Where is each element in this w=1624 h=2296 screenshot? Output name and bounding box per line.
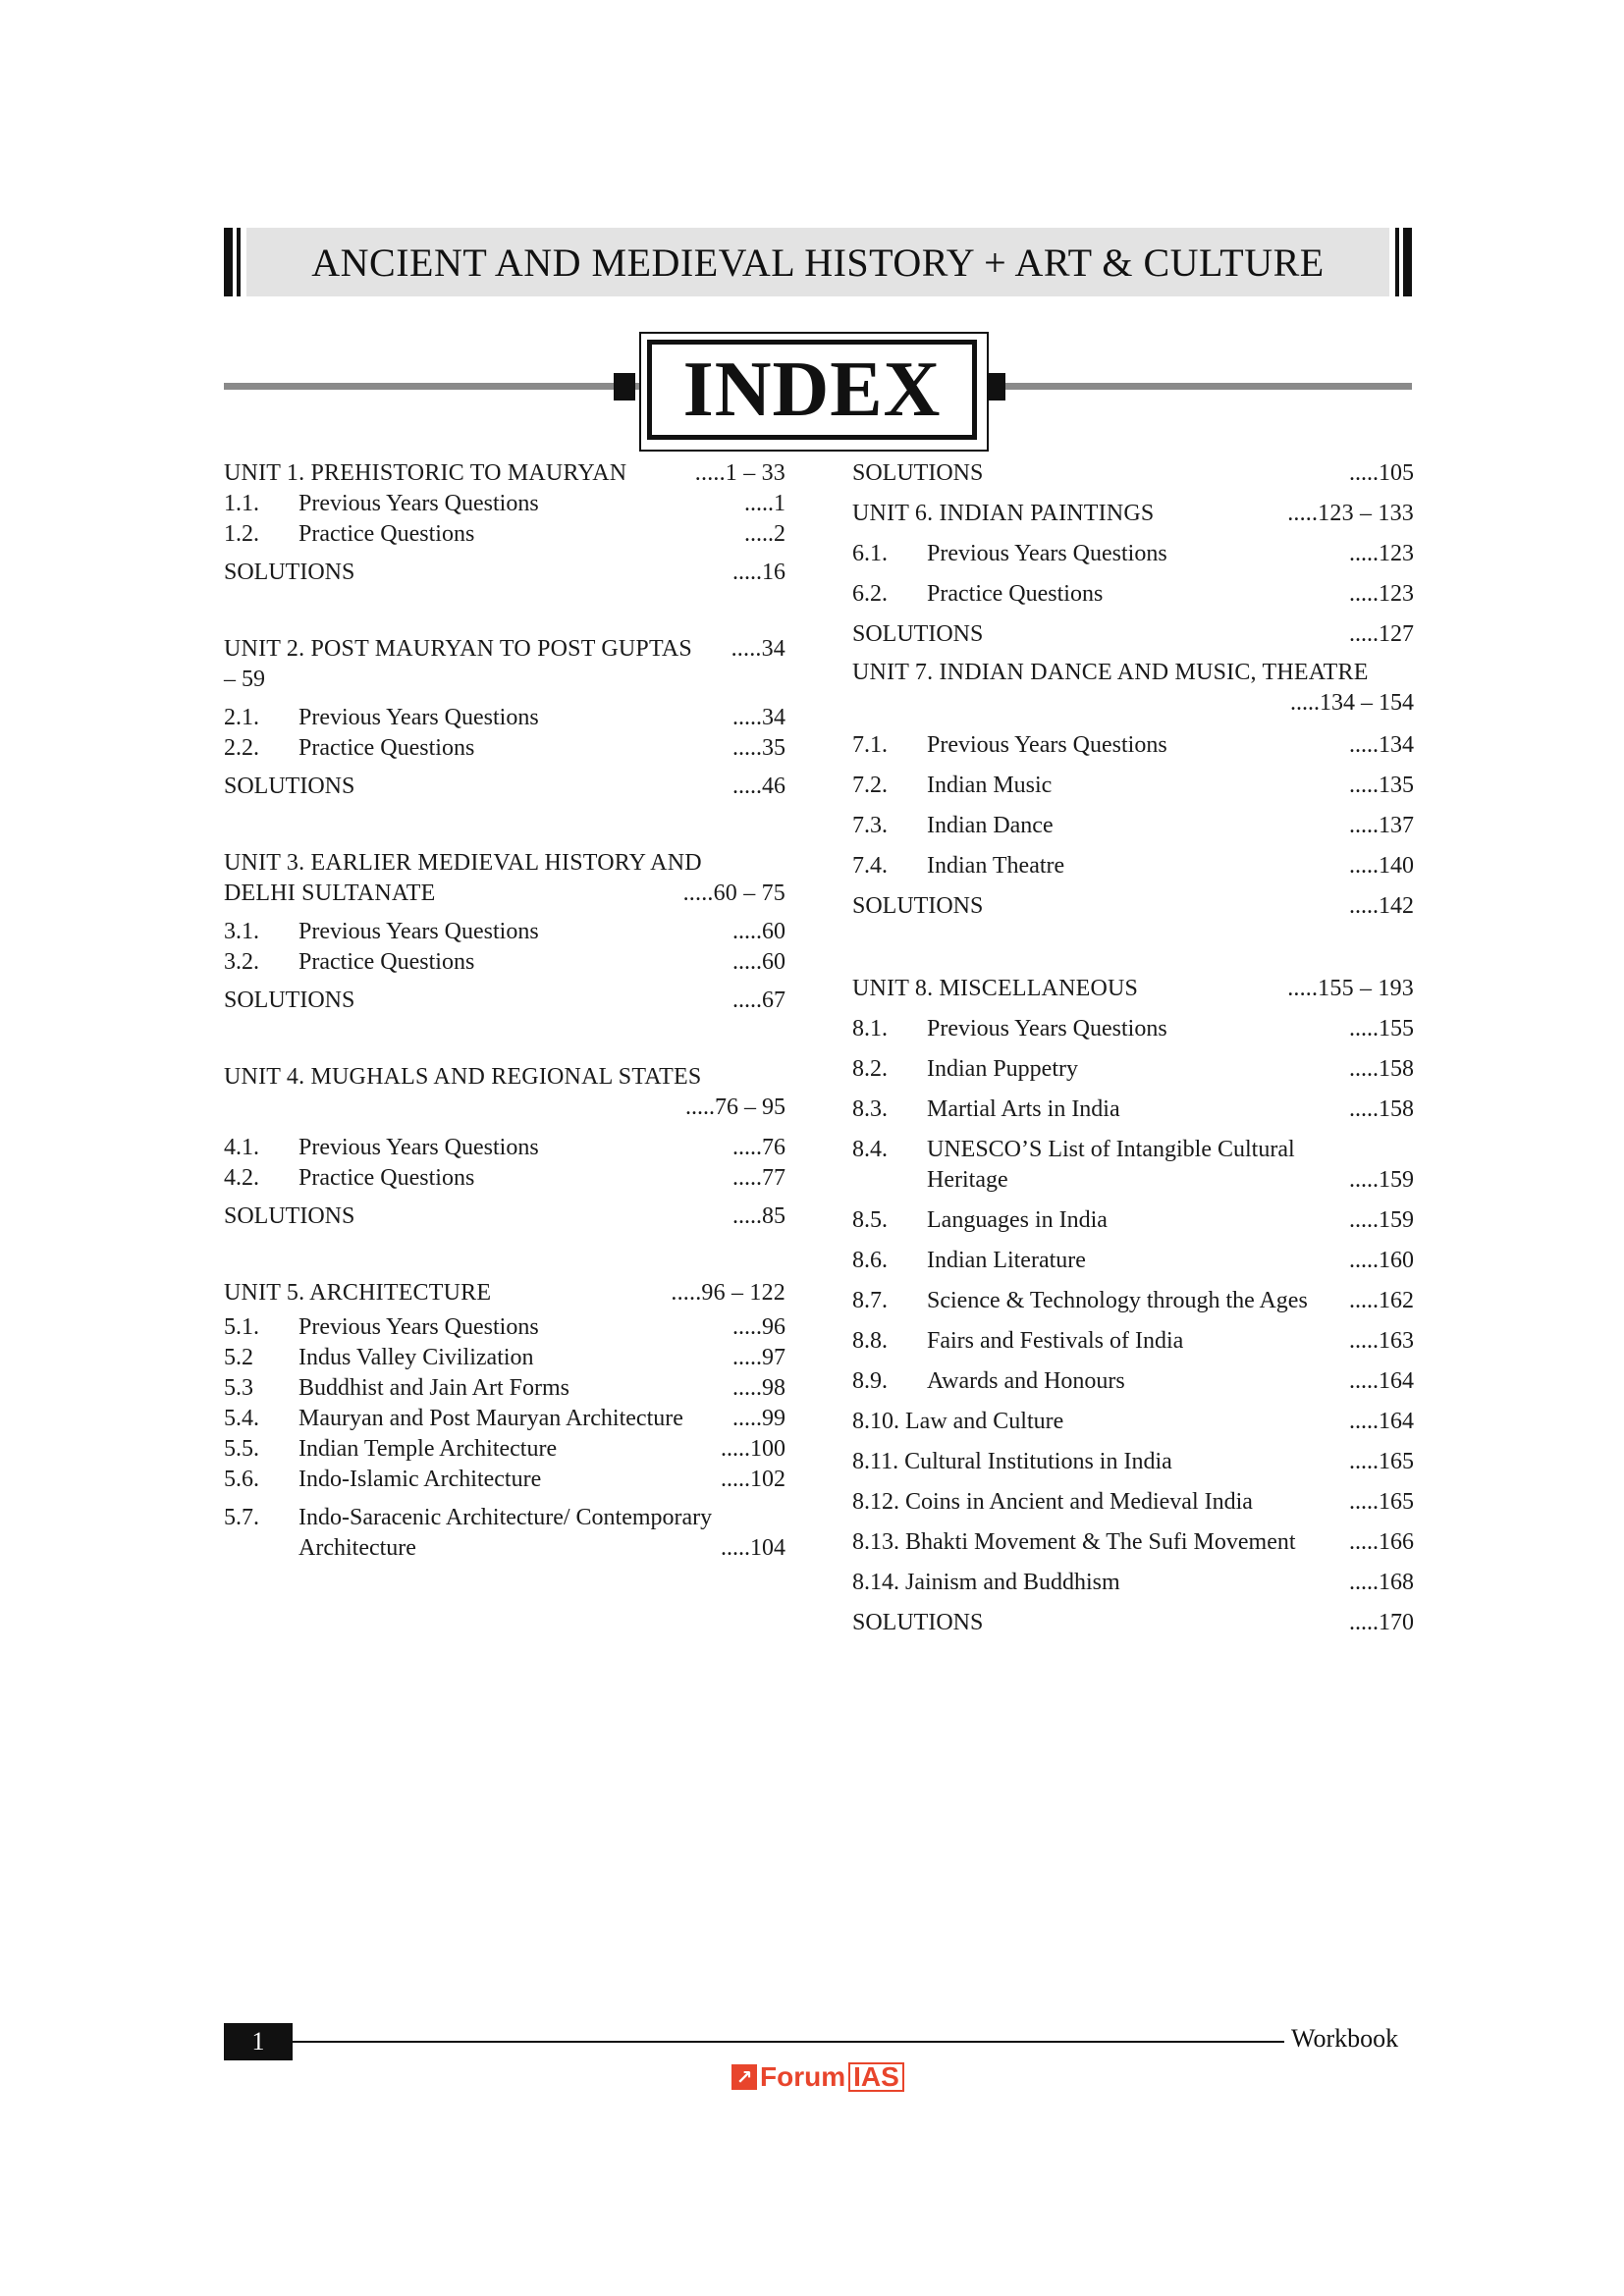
item-page: .....164: [1349, 1368, 1414, 1394]
item-label: 8.14. Jainism and Buddhism: [852, 1570, 1120, 1595]
item-number: 2.1.: [224, 705, 259, 730]
item-number: 5.2: [224, 1345, 253, 1370]
item-number: 8.8.: [852, 1328, 888, 1354]
toc-item[interactable]: [224, 947, 785, 978]
item-label: Previous Years Questions: [298, 1314, 539, 1340]
item-label: 8.10. Law and Culture: [852, 1409, 1064, 1434]
toc-item[interactable]: [224, 1434, 785, 1465]
toc-item[interactable]: [852, 539, 1414, 569]
toc-item[interactable]: [852, 579, 1414, 610]
solutions-row[interactable]: [852, 619, 1414, 650]
page-number: 1: [224, 2023, 293, 2060]
item-label: Indian Music: [927, 773, 1053, 798]
unit-title: UNIT 7. INDIAN DANCE AND MUSIC, THEATRE: [852, 660, 1369, 685]
unit-pages: .....96 – 122: [671, 1280, 785, 1306]
item-label: Indo-Islamic Architecture: [298, 1467, 542, 1492]
item-page: .....158: [1349, 1056, 1414, 1082]
toc-item[interactable]: [852, 811, 1414, 841]
item-number: 8.7.: [852, 1288, 888, 1313]
solutions-page: .....85: [732, 1203, 785, 1229]
item-page: .....158: [1349, 1096, 1414, 1122]
item-number: 8.4.: [852, 1137, 888, 1162]
item-number: 7.4.: [852, 853, 888, 879]
item-label: Practice Questions: [927, 581, 1104, 607]
item-page: .....34: [732, 705, 785, 730]
unit-pages: .....60 – 75: [682, 881, 785, 906]
toc-item[interactable]: [852, 1447, 1414, 1477]
item-page: .....134: [1349, 732, 1414, 758]
unit-pages: .....123 – 133: [1287, 501, 1414, 526]
item-label: Practice Questions: [298, 521, 475, 547]
item-number: 5.7.: [224, 1505, 259, 1530]
toc-left-column: [224, 458, 785, 1564]
toc-item[interactable]: [852, 1407, 1414, 1437]
item-page: .....140: [1349, 853, 1414, 879]
toc-item[interactable]: [224, 519, 785, 550]
solutions-label: SOLUTIONS: [224, 1203, 355, 1229]
toc-item[interactable]: [852, 771, 1414, 801]
item-page: .....160: [1349, 1248, 1414, 1273]
item-number: 7.2.: [852, 773, 888, 798]
item-number: 8.3.: [852, 1096, 888, 1122]
solutions-label: SOLUTIONS: [224, 774, 355, 799]
unit-heading[interactable]: [224, 1062, 785, 1093]
item-number: 5.4.: [224, 1406, 259, 1431]
banner-bar-left: [224, 228, 233, 296]
item-page: .....35: [732, 735, 785, 761]
item-label: Science & Technology through the Ages: [927, 1288, 1308, 1313]
item-page: .....98: [732, 1375, 785, 1401]
solutions-row[interactable]: [852, 458, 1414, 489]
toc-item[interactable]: [852, 1568, 1414, 1598]
unit-title: UNIT 1. PREHISTORIC TO MAURYAN: [224, 460, 627, 486]
unit-heading[interactable]: [852, 974, 1414, 1004]
index-title: INDEX: [647, 340, 977, 440]
item-label: Practice Questions: [298, 949, 475, 975]
item-label: Previous Years Questions: [927, 732, 1167, 758]
item-page: .....1: [744, 491, 785, 516]
toc-item[interactable]: [224, 1373, 785, 1404]
item-label: Indian Theatre: [927, 853, 1065, 879]
item-label: Indian Puppetry: [927, 1056, 1078, 1082]
item-number: 7.3.: [852, 813, 888, 838]
toc-item[interactable]: [852, 1054, 1414, 1085]
item-page: .....135: [1349, 773, 1414, 798]
solutions-page: .....142: [1349, 893, 1414, 919]
item-label: Indian Literature: [927, 1248, 1086, 1273]
toc-item[interactable]: [852, 1014, 1414, 1044]
item-label: 8.12. Coins in Ancient and Medieval India: [852, 1489, 1253, 1515]
item-number: 1.2.: [224, 521, 259, 547]
unit-pages: .....76 – 95: [685, 1095, 785, 1120]
toc-item[interactable]: [224, 703, 785, 733]
item-number: 8.2.: [852, 1056, 888, 1082]
header-title: ANCIENT AND MEDIEVAL HISTORY + ART & CULTURE: [246, 228, 1389, 296]
solutions-row[interactable]: [224, 986, 785, 1016]
item-label: Languages in India: [927, 1207, 1108, 1233]
item-number: 8.1.: [852, 1016, 888, 1041]
item-label: Indo-Saracenic Architecture/ Contemporary: [298, 1505, 713, 1530]
item-number: 6.1.: [852, 541, 888, 566]
item-label: Fairs and Festivals of India: [927, 1328, 1184, 1354]
solutions-label: SOLUTIONS: [852, 460, 984, 486]
item-number: 3.2.: [224, 949, 259, 975]
item-label: 8.11. Cultural Institutions in India: [852, 1449, 1172, 1474]
solutions-label: SOLUTIONS: [224, 988, 355, 1013]
solutions-page: .....67: [732, 988, 785, 1013]
solutions-page: .....170: [1349, 1610, 1414, 1635]
unit-pages: .....134 – 154: [1290, 690, 1414, 716]
toc-item[interactable]: [224, 1465, 785, 1495]
unit-title: UNIT 6. INDIAN PAINTINGS: [852, 501, 1155, 526]
unit-heading[interactable]: [224, 848, 785, 879]
item-page: .....100: [721, 1436, 785, 1462]
item-label: Martial Arts in India: [927, 1096, 1120, 1122]
toc-item-multiline[interactable]: [852, 1135, 1414, 1196]
footer-rule: [293, 2041, 1284, 2043]
item-label: Indus Valley Civilization: [298, 1345, 534, 1370]
arrow-icon: ↗: [731, 2064, 757, 2090]
logo-forum-text: Forum: [760, 2061, 846, 2092]
item-number: 8.6.: [852, 1248, 888, 1273]
forumias-logo: [731, 2061, 904, 2093]
item-number: 5.3: [224, 1375, 253, 1401]
unit-title: UNIT 3. EARLIER MEDIEVAL HISTORY AND: [224, 850, 702, 876]
item-label: Previous Years Questions: [298, 1135, 539, 1160]
unit-pages: .....155 – 193: [1287, 976, 1414, 1001]
item-page: .....165: [1349, 1449, 1414, 1474]
item-number: 5.5.: [224, 1436, 259, 1462]
item-page: .....2: [744, 521, 785, 547]
item-label: Practice Questions: [298, 735, 475, 761]
item-page: .....60: [732, 919, 785, 944]
item-label: Mauryan and Post Mauryan Architecture: [298, 1406, 683, 1431]
item-label: Previous Years Questions: [298, 919, 539, 944]
solutions-label: SOLUTIONS: [852, 621, 984, 647]
item-number: 2.2.: [224, 735, 259, 761]
item-label: Indian Dance: [927, 813, 1054, 838]
item-label-continued: Architecture: [298, 1535, 416, 1561]
item-label: Previous Years Questions: [298, 705, 539, 730]
solutions-label: SOLUTIONS: [852, 893, 984, 919]
toc-item[interactable]: [852, 1095, 1414, 1125]
footer-label: Workbook: [1291, 2024, 1399, 2053]
solutions-row[interactable]: [852, 891, 1414, 922]
item-number: 4.1.: [224, 1135, 259, 1160]
solutions-page: .....16: [732, 560, 785, 585]
unit-heading[interactable]: [852, 499, 1414, 529]
item-label: Practice Questions: [298, 1165, 475, 1191]
item-label: 8.13. Bhakti Movement & The Sufi Movement: [852, 1529, 1296, 1555]
item-page: .....155: [1349, 1016, 1414, 1041]
unit-pages-continued: – 59: [224, 667, 265, 692]
unit-title-continued: DELHI SULTANATE: [224, 881, 436, 906]
toc-item[interactable]: [224, 1404, 785, 1434]
toc-item[interactable]: [224, 489, 785, 519]
item-page: .....163: [1349, 1328, 1414, 1354]
toc-item[interactable]: [224, 733, 785, 764]
unit-pages: .....34: [731, 636, 785, 662]
item-label: Previous Years Questions: [927, 541, 1167, 566]
solutions-label: SOLUTIONS: [852, 1610, 984, 1635]
item-page: .....123: [1349, 541, 1414, 566]
solutions-row[interactable]: [224, 1201, 785, 1232]
item-page: .....164: [1349, 1409, 1414, 1434]
toc-item[interactable]: [224, 1163, 785, 1194]
item-page: .....123: [1349, 581, 1414, 607]
item-label: Awards and Honours: [927, 1368, 1125, 1394]
toc-item[interactable]: [852, 1286, 1414, 1316]
solutions-row[interactable]: [224, 558, 785, 588]
unit-pages: .....1 – 33: [694, 460, 785, 486]
toc-item-multiline[interactable]: [224, 1503, 785, 1564]
unit-heading-continued[interactable]: [224, 879, 785, 909]
unit-heading[interactable]: [852, 658, 1414, 688]
item-number: 6.2.: [852, 581, 888, 607]
item-page: .....77: [732, 1165, 785, 1191]
item-page: .....76: [732, 1135, 785, 1160]
item-number: 7.1.: [852, 732, 888, 758]
item-page: .....162: [1349, 1288, 1414, 1313]
toc-item[interactable]: [852, 1326, 1414, 1357]
toc-item[interactable]: [224, 917, 785, 947]
item-page: .....165: [1349, 1489, 1414, 1515]
toc-item[interactable]: [852, 1527, 1414, 1558]
item-page: .....97: [732, 1345, 785, 1370]
item-page: .....166: [1349, 1529, 1414, 1555]
solutions-row[interactable]: [224, 772, 785, 802]
toc-item[interactable]: [224, 1312, 785, 1343]
item-page: .....137: [1349, 813, 1414, 838]
unit-heading[interactable]: [224, 1278, 785, 1308]
unit-title: UNIT 2. POST MAURYAN TO POST GUPTAS: [224, 636, 692, 662]
item-label: UNESCO’S List of Intangible Cultural: [927, 1137, 1295, 1162]
item-page: .....159: [1349, 1207, 1414, 1233]
header-banner: [224, 228, 1412, 296]
toc-item[interactable]: [224, 1133, 785, 1163]
item-number: 4.2.: [224, 1165, 259, 1191]
toc-right-column: [852, 458, 1414, 1638]
item-page: .....102: [721, 1467, 785, 1492]
unit-title: UNIT 8. MISCELLANEOUS: [852, 976, 1139, 1001]
toc-item[interactable]: [852, 730, 1414, 761]
unit-title: UNIT 5. ARCHITECTURE: [224, 1280, 492, 1306]
item-label: Previous Years Questions: [298, 491, 539, 516]
item-number: 5.1.: [224, 1314, 259, 1340]
index-cap-left: [614, 373, 635, 400]
unit-title: UNIT 4. MUGHALS AND REGIONAL STATES: [224, 1064, 702, 1090]
banner-bar-left-thin: [237, 228, 241, 296]
item-page: .....168: [1349, 1570, 1414, 1595]
toc-item[interactable]: [852, 1246, 1414, 1276]
toc-item[interactable]: [852, 1487, 1414, 1518]
item-label-continued: Heritage: [927, 1167, 1008, 1193]
item-page: .....96: [732, 1314, 785, 1340]
item-page: .....104: [721, 1535, 785, 1561]
item-label: Indian Temple Architecture: [298, 1436, 558, 1462]
solutions-row[interactable]: [852, 1608, 1414, 1638]
logo-ias-text: IAS: [848, 2062, 904, 2092]
item-number: 1.1.: [224, 491, 259, 516]
toc-item[interactable]: [224, 1343, 785, 1373]
item-number: 3.1.: [224, 919, 259, 944]
item-number: 5.6.: [224, 1467, 259, 1492]
item-page: .....60: [732, 949, 785, 975]
banner-bar-right-thin: [1395, 228, 1399, 296]
solutions-page: .....127: [1349, 621, 1414, 647]
unit-heading[interactable]: [224, 458, 785, 489]
toc-item[interactable]: [852, 1205, 1414, 1236]
banner-bar-right: [1403, 228, 1412, 296]
unit-pages-wrap: [224, 665, 785, 695]
solutions-label: SOLUTIONS: [224, 560, 355, 585]
item-number: 8.9.: [852, 1368, 888, 1394]
item-label: Buddhist and Jain Art Forms: [298, 1375, 570, 1401]
item-page: .....99: [732, 1406, 785, 1431]
solutions-page: .....105: [1349, 460, 1414, 486]
item-number: 8.5.: [852, 1207, 888, 1233]
item-page: .....159: [1349, 1167, 1414, 1193]
toc-item[interactable]: [852, 851, 1414, 881]
item-label: Previous Years Questions: [927, 1016, 1167, 1041]
solutions-page: .....46: [732, 774, 785, 799]
unit-heading[interactable]: [224, 634, 785, 665]
toc-item[interactable]: [852, 1366, 1414, 1397]
